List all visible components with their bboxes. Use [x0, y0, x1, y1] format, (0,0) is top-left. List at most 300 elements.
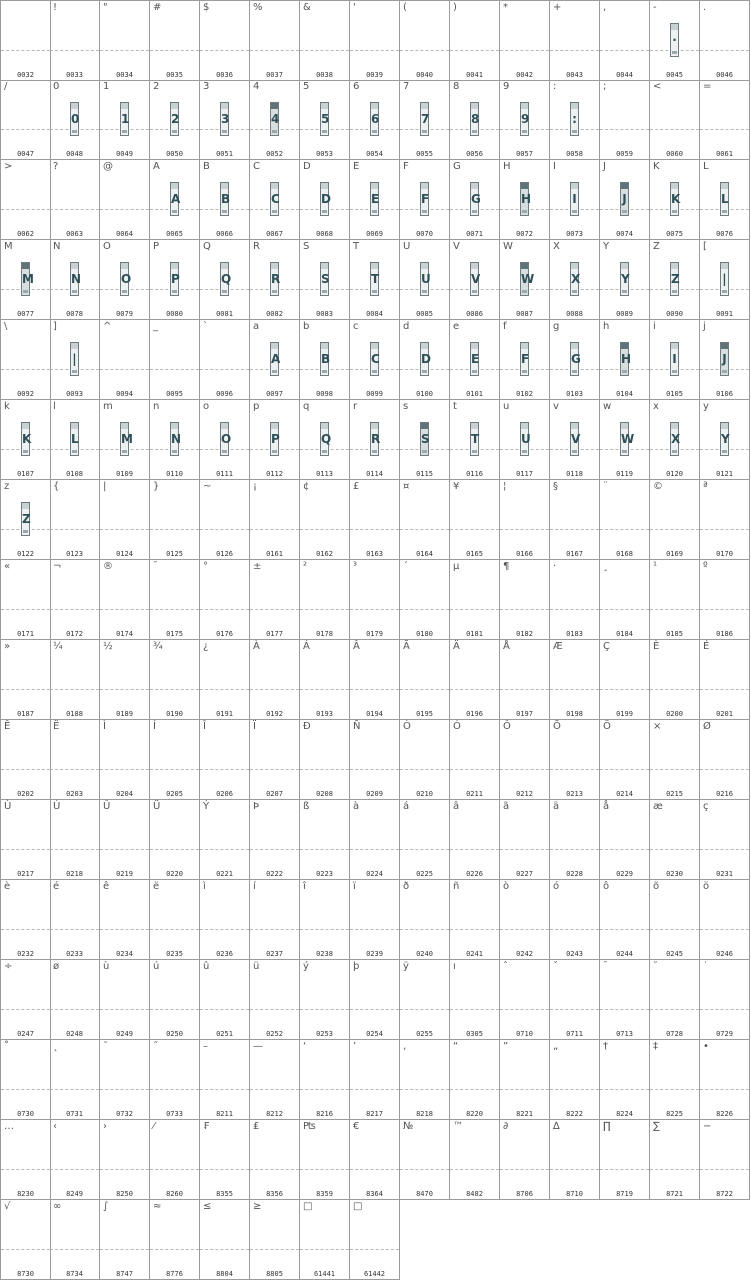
- glyph-preview: O: [221, 432, 232, 446]
- glyph-code: 0087: [516, 310, 533, 318]
- glyph-code: 0034: [116, 71, 133, 79]
- glyph-preview-plate: [270, 182, 279, 216]
- glyph-character: ∏: [603, 1121, 611, 1132]
- glyph-code: 8364: [366, 1190, 383, 1198]
- glyph-character: ù: [103, 961, 110, 972]
- glyph-cell: [200, 1200, 250, 1280]
- glyph-code: 0161: [266, 550, 283, 558]
- glyph-code: 0211: [466, 790, 483, 798]
- baseline-guide: [150, 50, 199, 51]
- glyph-code: 0089: [616, 310, 633, 318]
- glyph-cell: [450, 1040, 500, 1120]
- baseline-guide: [600, 1089, 649, 1090]
- glyph-cell: [250, 880, 300, 960]
- glyph-character: F: [403, 161, 409, 172]
- baseline-guide: [250, 609, 299, 610]
- baseline-guide: [500, 849, 549, 850]
- baseline-guide: [150, 529, 199, 530]
- glyph-cell: [150, 560, 200, 640]
- glyph-character: 4: [253, 81, 260, 92]
- glyph-code: 0077: [17, 310, 34, 318]
- baseline-guide: [400, 689, 449, 690]
- plate-band: [271, 343, 278, 349]
- glyph-preview: H: [621, 352, 632, 366]
- glyph-cell: [50, 800, 100, 880]
- glyph-character: é: [53, 881, 60, 892]
- glyph-character: <: [653, 81, 662, 92]
- glyph-code: 0184: [616, 630, 633, 638]
- glyph-code: 0229: [616, 870, 633, 878]
- glyph-character: ˚: [4, 1041, 9, 1052]
- plate-stripe: [372, 210, 377, 213]
- glyph-code: 0072: [516, 230, 533, 238]
- baseline-guide: [700, 1089, 749, 1090]
- glyph-cell: [300, 640, 350, 720]
- glyph-preview-plate: [220, 102, 229, 136]
- glyph-cell: [350, 320, 400, 400]
- glyph-character: Ï: [253, 721, 256, 732]
- glyph-character: í: [253, 881, 256, 892]
- glyph-character: ₧: [303, 1121, 316, 1132]
- baseline-guide: [600, 769, 649, 770]
- plate-band: [471, 423, 478, 429]
- baseline-guide: [50, 209, 99, 210]
- glyph-character: ¥: [453, 481, 460, 492]
- glyph-cell: [650, 320, 700, 400]
- glyph-code: 8470: [416, 1190, 433, 1198]
- glyph-cell: [50, 400, 100, 480]
- glyph-character: ”: [503, 1041, 509, 1052]
- glyph-preview-plate: [220, 422, 232, 456]
- glyph-code: 0251: [216, 1030, 233, 1038]
- glyph-cell: [550, 720, 600, 800]
- glyph-preview: Z: [22, 512, 31, 526]
- glyph-cell: [200, 240, 250, 320]
- glyph-cell: [400, 400, 450, 480]
- plate-stripe: [222, 290, 227, 293]
- glyph-character: Ñ: [353, 721, 361, 732]
- glyph-cell: [450, 640, 500, 720]
- plate-stripe: [222, 210, 227, 213]
- glyph-character: ’: [353, 1041, 357, 1052]
- plate-stripe: [472, 290, 477, 293]
- glyph-preview-plate: [570, 102, 579, 136]
- glyph-code: 0073: [566, 230, 583, 238]
- glyph-preview: X: [571, 272, 581, 286]
- glyph-code: 0213: [566, 790, 583, 798]
- baseline-guide: [1, 50, 50, 51]
- baseline-guide: [600, 1169, 649, 1170]
- glyph-preview: V: [471, 272, 481, 286]
- glyph-code: 8706: [516, 1190, 533, 1198]
- glyph-character: o: [203, 401, 210, 412]
- glyph-cell: [250, 320, 300, 400]
- baseline-guide: [350, 769, 399, 770]
- glyph-cell: [0, 480, 51, 560]
- glyph-cell: [150, 960, 200, 1040]
- glyph-preview: :: [572, 112, 577, 126]
- glyph-preview-plate: [420, 422, 429, 456]
- plate-band: [321, 263, 328, 269]
- baseline-guide: [450, 929, 499, 930]
- glyph-preview-plate: [720, 262, 729, 296]
- glyph-preview-plate: [70, 102, 79, 136]
- baseline-guide: [550, 609, 599, 610]
- glyph-code: 0206: [216, 790, 233, 798]
- glyph-character: _: [153, 321, 158, 332]
- baseline-guide: [300, 929, 349, 930]
- glyph-code: 0091: [716, 310, 733, 318]
- glyph-cell: [650, 800, 700, 880]
- glyph-code: 0079: [116, 310, 133, 318]
- glyph-character: d: [403, 321, 410, 332]
- glyph-cell: [400, 80, 450, 160]
- glyph-character: ∑: [653, 1121, 660, 1132]
- glyph-character: ‚: [403, 1041, 407, 1052]
- glyph-cell: [300, 320, 350, 400]
- glyph-preview-plate: [620, 422, 635, 456]
- glyph-cell: [100, 480, 150, 560]
- plate-stripe: [172, 450, 177, 453]
- glyph-preview-plate: [21, 502, 30, 536]
- glyph-cell: [550, 320, 600, 400]
- baseline-guide: [250, 1009, 299, 1010]
- glyph-code: 0106: [716, 390, 733, 398]
- baseline-guide: [250, 1169, 299, 1170]
- glyph-character: I: [553, 161, 556, 172]
- baseline-guide: [600, 529, 649, 530]
- glyph-preview: 9: [521, 112, 530, 126]
- glyph-character: —: [253, 1041, 263, 1052]
- glyph-cell: [450, 0, 500, 81]
- baseline-guide: [300, 1009, 349, 1010]
- glyph-preview: |: [722, 272, 727, 286]
- glyph-cell: [150, 720, 200, 800]
- glyph-character: y: [703, 401, 709, 412]
- glyph-cell: [450, 960, 500, 1040]
- glyph-code: 0125: [166, 550, 183, 558]
- glyph-character: S: [303, 241, 310, 252]
- glyph-cell: [50, 0, 100, 81]
- glyph-code: 0713: [616, 1030, 633, 1038]
- glyph-character: Á: [303, 641, 310, 652]
- glyph-code: 0166: [516, 550, 533, 558]
- glyph-character: \: [4, 321, 8, 332]
- glyph-character: l: [53, 401, 56, 412]
- plate-band: [371, 103, 378, 109]
- plate-band: [421, 183, 428, 189]
- glyph-preview-plate: [620, 182, 629, 216]
- glyph-character: ₤: [253, 1121, 260, 1132]
- glyph-cell: [700, 1040, 750, 1120]
- glyph-cell: [150, 1040, 200, 1120]
- baseline-guide: [1, 369, 50, 370]
- glyph-code: 0039: [366, 71, 383, 79]
- glyph-code: 8356: [266, 1190, 283, 1198]
- baseline-guide: [1, 849, 50, 850]
- glyph-code: 0104: [616, 390, 633, 398]
- glyph-character: X: [553, 241, 560, 252]
- glyph-character: ø: [53, 961, 60, 972]
- baseline-guide: [1, 209, 50, 210]
- glyph-preview: A: [271, 352, 281, 366]
- glyph-code: 8804: [216, 1270, 233, 1278]
- glyph-cell: [700, 480, 750, 560]
- baseline-guide: [400, 769, 449, 770]
- glyph-code: 0210: [416, 790, 433, 798]
- plate-band: [571, 263, 578, 269]
- baseline-guide: [150, 1169, 199, 1170]
- glyph-cell: [550, 160, 600, 240]
- glyph-cell: [700, 160, 750, 240]
- glyph-character: N: [53, 241, 61, 252]
- glyph-cell: [450, 880, 500, 960]
- glyph-preview: R: [271, 272, 281, 286]
- glyph-code: 0059: [616, 150, 633, 158]
- glyph-cell: [50, 960, 100, 1040]
- glyph-preview-plate: [570, 342, 579, 376]
- glyph-code: 0100: [416, 390, 433, 398]
- glyph-cell: [600, 720, 650, 800]
- glyph-cell: [400, 720, 450, 800]
- glyph-code: 0120: [666, 470, 683, 478]
- plate-stripe: [622, 210, 627, 213]
- plate-stripe: [672, 210, 677, 213]
- glyph-character: ü: [253, 961, 260, 972]
- glyph-preview: B: [321, 352, 331, 366]
- glyph-code: 8211: [216, 1110, 233, 1118]
- glyph-character: É: [703, 641, 710, 652]
- glyph-preview-plate: [520, 422, 529, 456]
- glyph-character: z: [4, 481, 10, 492]
- glyph-cell: [200, 960, 250, 1040]
- glyph-code: 0068: [316, 230, 333, 238]
- glyph-code: 0046: [716, 71, 733, 79]
- glyph-character: /: [4, 81, 8, 92]
- glyph-cell: [350, 0, 400, 81]
- glyph-character: >: [4, 161, 13, 172]
- glyph-code: 0733: [166, 1110, 183, 1118]
- plate-band: [171, 263, 178, 269]
- glyph-character: n: [153, 401, 160, 412]
- glyph-code: 0115: [416, 470, 433, 478]
- glyph-character: 7: [403, 81, 410, 92]
- glyph-character: à: [353, 801, 360, 812]
- glyph-cell: [600, 480, 650, 560]
- plate-band: [121, 423, 128, 429]
- glyph-code: 0194: [366, 710, 383, 718]
- glyph-character: ·: [553, 561, 557, 572]
- glyph-character: ³: [353, 561, 358, 572]
- glyph-cell: [650, 400, 700, 480]
- baseline-guide: [700, 929, 749, 930]
- glyph-character: ˆ: [503, 961, 508, 972]
- glyph-preview-plate: [670, 422, 679, 456]
- glyph-cell: [600, 0, 650, 81]
- glyph-code: 8217: [366, 1110, 383, 1118]
- baseline-guide: [350, 1249, 399, 1250]
- plate-band: [671, 423, 678, 429]
- glyph-cell: [250, 1120, 300, 1200]
- glyph-cell: [450, 320, 500, 400]
- glyph-code: 0116: [466, 470, 483, 478]
- glyph-character: b: [303, 321, 310, 332]
- glyph-code: 0249: [116, 1030, 133, 1038]
- plate-stripe: [522, 210, 527, 213]
- glyph-code: 8805: [266, 1270, 283, 1278]
- glyph-cell: [200, 320, 250, 400]
- glyph-cell: [150, 320, 200, 400]
- glyph-code: 0230: [666, 870, 683, 878]
- baseline-guide: [350, 50, 399, 51]
- baseline-guide: [600, 609, 649, 610]
- baseline-guide: [700, 609, 749, 610]
- plate-stripe: [622, 450, 627, 453]
- glyph-character: ¨: [603, 481, 608, 492]
- glyph-code: 0050: [166, 150, 183, 158]
- glyph-preview: F: [521, 352, 530, 366]
- glyph-code: 0055: [416, 150, 433, 158]
- glyph-character: Ê: [4, 721, 11, 732]
- baseline-guide: [1, 1249, 50, 1250]
- baseline-guide: [100, 1249, 149, 1250]
- glyph-cell: [600, 640, 650, 720]
- glyph-character: ì: [203, 881, 206, 892]
- glyph-cell: [250, 480, 300, 560]
- glyph-cell: [400, 480, 450, 560]
- glyph-preview: C: [371, 352, 380, 366]
- glyph-code: 0192: [266, 710, 283, 718]
- glyph-code: 0193: [316, 710, 333, 718]
- glyph-character: ¡: [253, 481, 258, 492]
- baseline-guide: [300, 1169, 349, 1170]
- glyph-code: 0080: [166, 310, 183, 318]
- baseline-guide: [650, 529, 699, 530]
- glyph-cell: [100, 720, 150, 800]
- glyph-preview-plate: [420, 342, 429, 376]
- glyph-character: …: [4, 1121, 14, 1132]
- glyph-code: 0061: [716, 150, 733, 158]
- baseline-guide: [400, 1089, 449, 1090]
- glyph-code: 0078: [66, 310, 83, 318]
- glyph-code: 0036: [216, 71, 233, 79]
- glyph-character: ±: [253, 561, 262, 572]
- glyph-code: 0035: [166, 71, 183, 79]
- baseline-guide: [150, 609, 199, 610]
- glyph-code: 0093: [66, 390, 83, 398]
- baseline-guide: [250, 689, 299, 690]
- plate-stripe: [372, 370, 377, 373]
- glyph-character: B: [203, 161, 210, 172]
- glyph-cell: [0, 1200, 51, 1280]
- glyph-cell: [600, 1120, 650, 1200]
- glyph-cell: [200, 1120, 250, 1200]
- glyph-character: □: [353, 1201, 363, 1212]
- glyph-preview-plate: [520, 102, 529, 136]
- baseline-guide: [350, 1009, 399, 1010]
- glyph-cell: [650, 160, 700, 240]
- glyph-character: Ø: [703, 721, 711, 732]
- glyph-preview-plate: [370, 422, 379, 456]
- glyph-code: 8249: [66, 1190, 83, 1198]
- glyph-character: ˝: [153, 1041, 158, 1052]
- plate-stripe: [172, 210, 177, 213]
- glyph-cell: [350, 880, 400, 960]
- glyph-cell: [500, 0, 550, 81]
- glyph-cell: [300, 400, 350, 480]
- baseline-guide: [700, 529, 749, 530]
- baseline-guide: [250, 50, 299, 51]
- glyph-cell: [350, 480, 400, 560]
- baseline-guide: [650, 609, 699, 610]
- plate-stripe: [272, 210, 277, 213]
- glyph-cell: [500, 640, 550, 720]
- plate-stripe: [722, 210, 727, 213]
- glyph-character: 3: [203, 81, 210, 92]
- glyph-character: ¶: [503, 561, 510, 572]
- glyph-code: 0075: [666, 230, 683, 238]
- glyph-character: 9: [503, 81, 510, 92]
- glyph-code: 0064: [116, 230, 133, 238]
- glyph-preview: ·: [672, 33, 677, 47]
- plate-band: [521, 423, 528, 429]
- plate-band: [22, 503, 29, 509]
- baseline-guide: [50, 929, 99, 930]
- glyph-preview: 6: [371, 112, 380, 126]
- plate-stripe: [572, 210, 577, 213]
- glyph-code: 0200: [666, 710, 683, 718]
- glyph-code: 0197: [516, 710, 533, 718]
- glyph-code: 0171: [17, 630, 34, 638]
- glyph-character: ó: [553, 881, 560, 892]
- baseline-guide: [1, 1009, 50, 1010]
- glyph-cell: [600, 160, 650, 240]
- glyph-character: ÷: [4, 961, 13, 972]
- glyph-cell: [500, 960, 550, 1040]
- glyph-cell: [350, 400, 400, 480]
- glyph-character: ý: [303, 961, 309, 972]
- glyph-preview-plate: [270, 422, 279, 456]
- glyph-preview: 5: [321, 112, 330, 126]
- glyph-code: 0048: [66, 150, 83, 158]
- glyph-code: 0183: [566, 630, 583, 638]
- glyph-code: 0241: [466, 950, 483, 958]
- glyph-character: Î: [203, 721, 206, 732]
- glyph-cell: [600, 1040, 650, 1120]
- baseline-guide: [450, 1089, 499, 1090]
- glyph-character: +: [553, 2, 562, 13]
- glyph-character: ç: [703, 801, 709, 812]
- glyph-cell: [500, 720, 550, 800]
- glyph-preview-plate: [570, 182, 579, 216]
- glyph-code: 0111: [216, 470, 233, 478]
- glyph-code: 0098: [316, 390, 333, 398]
- plate-stripe: [72, 290, 77, 293]
- glyph-code: 0109: [116, 470, 133, 478]
- glyph-cell: [650, 240, 700, 320]
- glyph-character: Ä: [453, 641, 460, 652]
- baseline-guide: [150, 849, 199, 850]
- glyph-cell: [550, 880, 600, 960]
- glyph-cell: [450, 80, 500, 160]
- glyph-code: 0238: [316, 950, 333, 958]
- glyph-code: 0182: [516, 630, 533, 638]
- glyph-code: 0081: [216, 310, 233, 318]
- glyph-cell: [300, 720, 350, 800]
- glyph-character: ª: [703, 481, 708, 492]
- glyph-character: Ò: [403, 721, 411, 732]
- glyph-cell: [500, 80, 550, 160]
